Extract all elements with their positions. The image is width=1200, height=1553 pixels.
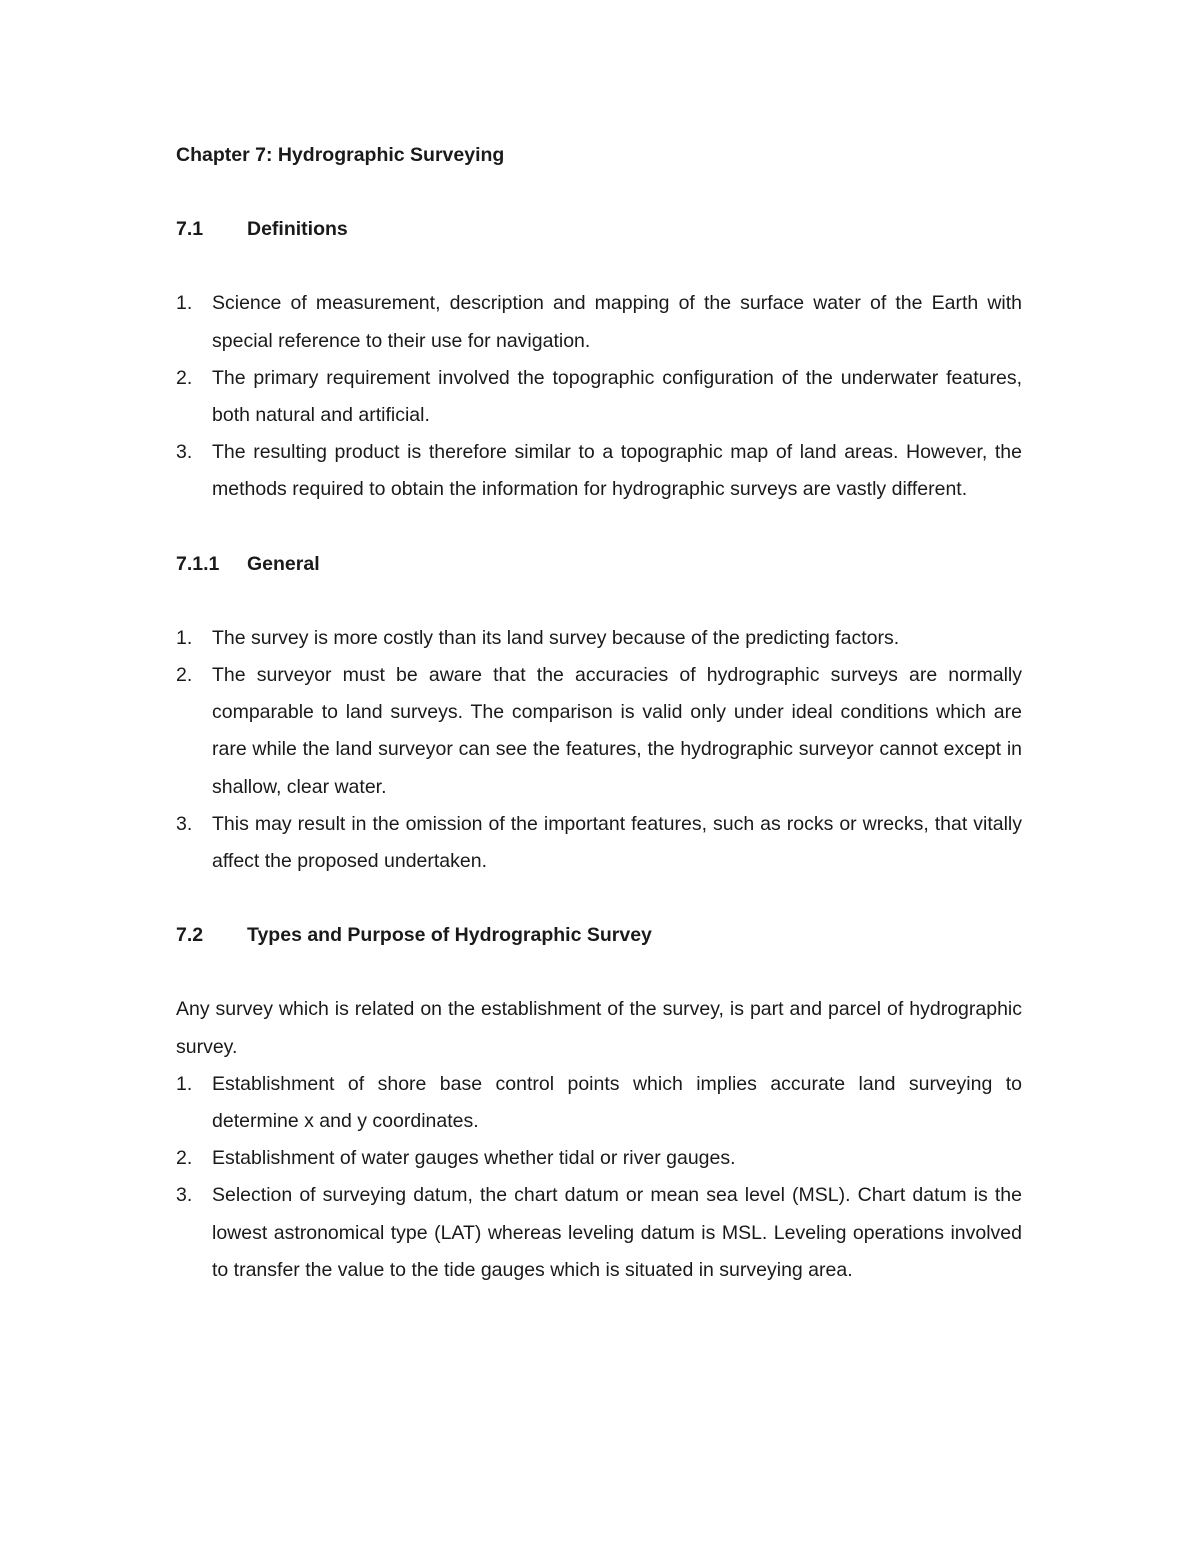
list-item (176, 434, 1022, 508)
list-marker: 2. (176, 664, 193, 687)
list-item (176, 1140, 1022, 1177)
list-marker: 2. (176, 366, 193, 389)
list-item (176, 1177, 1022, 1289)
section-number: 7.2 (176, 924, 204, 947)
section-title: Definitions (247, 218, 348, 241)
chapter-title: Chapter 7: Hydrographic Surveying (176, 144, 505, 166)
list-item-text: Establishment of water gauges whether tidal or river gauges. (212, 1147, 736, 1170)
section-title: Types and Purpose of Hydrographic Survey (247, 924, 652, 947)
list-item-text: The resulting product is therefore similar to a topographic map of land areas. However, the methods required to obtain the information for hydrographic surveys are vastly different. (212, 441, 1022, 501)
list-item-text: The primary requirement involved the topographic configuration of the underwater features, both natural and artificial. (212, 366, 1022, 427)
list-item (176, 360, 1022, 434)
document-body (176, 137, 1022, 1289)
list-marker: 3. (176, 441, 193, 464)
section-heading-definitions (176, 211, 1022, 248)
types-purpose-list (176, 1066, 1022, 1289)
list-item-text: Selection of surveying datum, the chart datum or mean sea level (MSL). Chart datum is the lowest astronomical type (LAT) whereas leveling datum is MSL. Leveling operations involved to transfer the value to the tide gauges which is situated in surveying area. (212, 1184, 1022, 1281)
list-marker: 1. (176, 1072, 193, 1095)
section-number: 7.1.1 (176, 552, 220, 575)
list-item (176, 657, 1022, 806)
definitions-list (176, 285, 1022, 508)
list-item-text: The survey is more costly than its land survey because of the predicting factors. (212, 626, 900, 649)
general-list (176, 620, 1022, 880)
list-item-text: Science of measurement, description and mapping of the surface water of the Earth with special reference to their use for navigation. (212, 292, 1022, 352)
section-heading-general (176, 546, 1022, 583)
list-item-text: Establishment of shore base control points which implies accurate land surveying to determine x and y coordinates. (212, 1072, 1022, 1133)
list-item (176, 1066, 1022, 1140)
list-item (176, 285, 1022, 359)
list-item (176, 806, 1022, 880)
list-item-text: This may result in the omission of the important features, such as rocks or wrecks, that vitally affect the proposed undertaken. (212, 812, 1022, 873)
list-marker: 1. (176, 626, 193, 649)
list-marker: 2. (176, 1147, 193, 1170)
list-marker: 3. (176, 1184, 193, 1207)
section-number: 7.1 (176, 218, 204, 241)
list-item-text: The surveyor must be aware that the accuracies of hydrographic surveys are normally comparable to land surveys. The comparison is valid only under ideal conditions which are rare while the land surveyor can see the features, the hydrographic surveyor cannot except in shallow, clear water. (212, 664, 1022, 798)
list-marker: 1. (176, 292, 193, 315)
section-intro-paragraph: Any survey which is related on the establishment of the survey, is part and parcel of hydrographic survey. (176, 998, 1022, 1058)
list-item (176, 620, 1022, 657)
section-title: General (247, 552, 320, 575)
section-heading-types-purpose (176, 917, 1022, 954)
list-marker: 3. (176, 812, 193, 835)
